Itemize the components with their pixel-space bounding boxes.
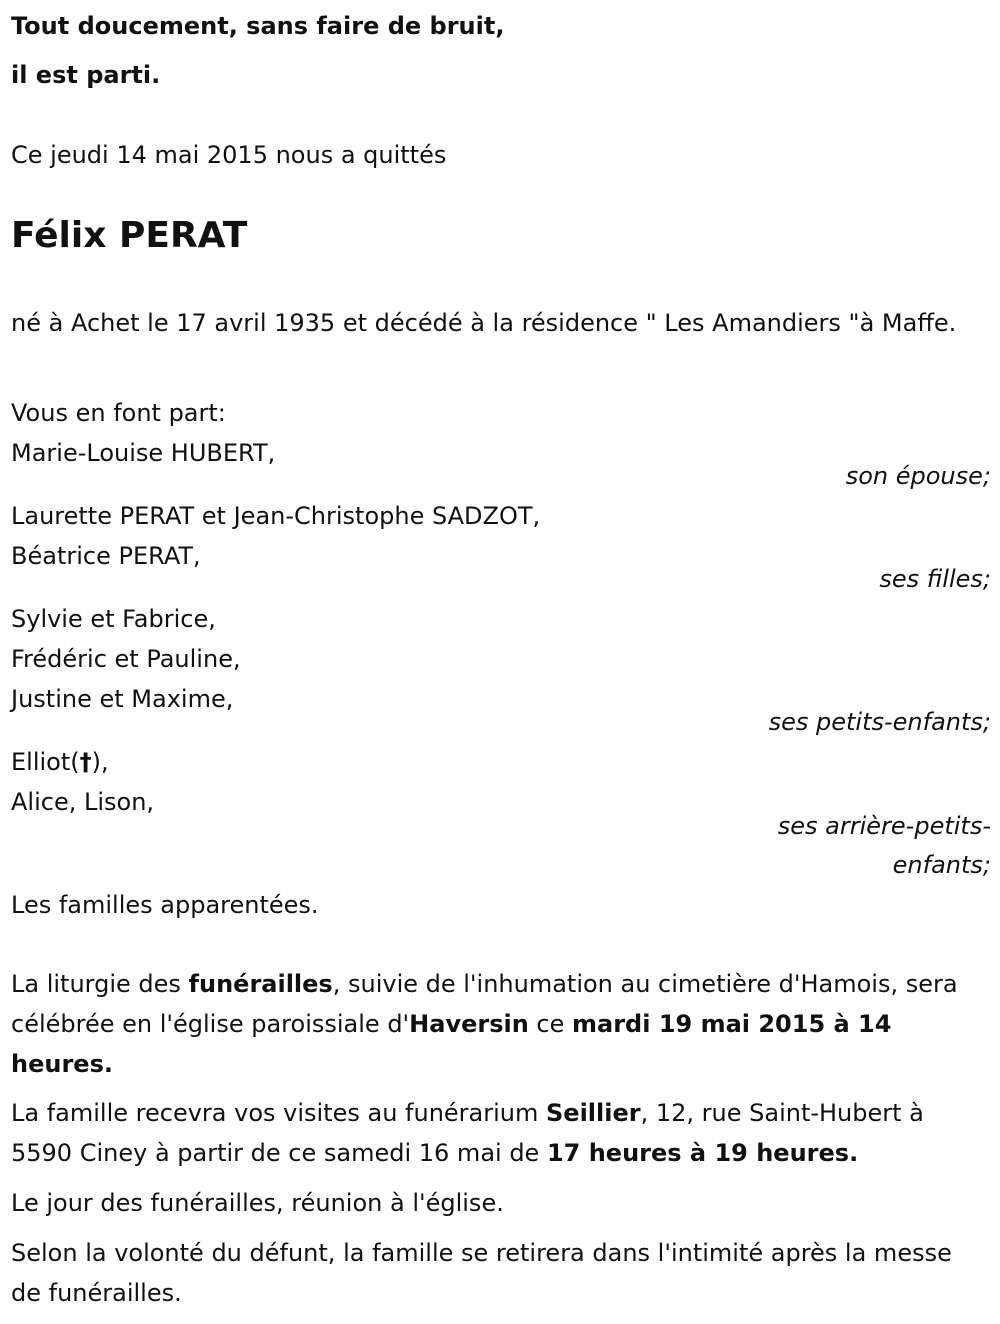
intro-line-1: Tout doucement, sans faire de bruit,: [11, 12, 505, 40]
funeral-text-c: , suivie de l'inhumation au cimetière d'Hamois, sera célébrée en l'église paroissiale d': [11, 970, 958, 1038]
great-grandchildren-role-line-1: ses arrière-petits-: [777, 812, 991, 840]
spouse-name: Marie-Louise HUBERT,: [11, 439, 276, 467]
funeral-location: Haversin: [409, 1010, 529, 1038]
announcement-intro: Vous en font part:: [11, 399, 226, 427]
visitation-hours: 17 heures à 19 heures.: [546, 1139, 859, 1167]
daughters-role: ses filles;: [879, 565, 991, 593]
relatives-line: Les familles apparentées.: [11, 891, 319, 919]
privacy-paragraph: Selon la volonté du défunt, la famille se retirera dans l'intimité après la messe de funérailles.: [11, 1239, 952, 1307]
funeral-text-b: funérailles: [188, 970, 333, 998]
intro-line-2: il est parti.: [11, 61, 161, 89]
funeral-text-e: ce: [528, 1010, 573, 1038]
visitation-paragraph: [11, 1093, 986, 1173]
grandchildren-1: Sylvie et Fabrice,: [11, 605, 216, 633]
funeral-datetime: mardi 19 mai 2015 à 14 heures.: [11, 1010, 892, 1078]
daughter-2: Béatrice PERAT,: [11, 542, 201, 570]
birth-death-details: né à Achet le 17 avril 1935 et décédé à la résidence " Les Amandiers "à Maffe.: [11, 309, 957, 337]
funeral-text-a: La liturgie des: [11, 970, 189, 998]
church-meeting-line: Le jour des funérailles, réunion à l'église.: [11, 1189, 504, 1217]
grandchildren-2: Frédéric et Pauline,: [11, 645, 241, 673]
elliot-suffix: ),: [91, 748, 109, 776]
visitation-text-c: , 12, rue Saint-Hubert à 5590 Ciney à partir de ce samedi 16 mai de: [11, 1099, 924, 1167]
grandchildren-role: ses petits-enfants;: [768, 708, 991, 736]
great-grandchildren-others: Alice, Lison,: [11, 788, 155, 816]
funeral-paragraph: [11, 964, 991, 1084]
daughter-1: Laurette PERAT et Jean-Christophe SADZOT,: [11, 502, 541, 530]
death-date-line: Ce jeudi 14 mai 2015 nous a quittés: [11, 141, 447, 169]
cross-icon: †: [79, 748, 92, 776]
grandchildren-3: Justine et Maxime,: [11, 685, 234, 713]
funerarium-name: Seillier: [546, 1099, 641, 1127]
spouse-role: son épouse;: [845, 462, 991, 490]
great-grandchild-elliot: [11, 742, 991, 782]
deceased-name: Félix PERAT: [11, 215, 248, 256]
great-grandchildren-role-line-2: enfants;: [892, 851, 991, 879]
visitation-text-a: La famille recevra vos visites au funérarium: [11, 1099, 546, 1127]
elliot-name: Elliot(: [11, 748, 80, 776]
